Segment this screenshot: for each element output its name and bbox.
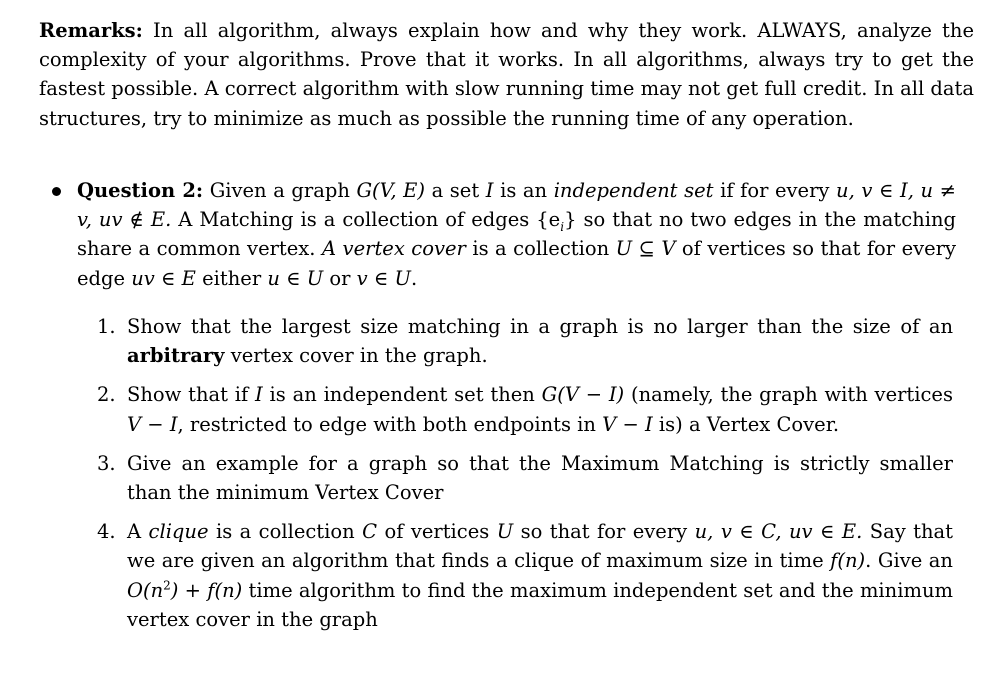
- item2-m3: V − I: [127, 412, 178, 436]
- q-m9: v ∈ U: [356, 266, 411, 290]
- q-t4: if for every: [720, 179, 830, 202]
- q-t5: A Matching is a collection of edges: [178, 208, 530, 232]
- item2-a: Show that if: [127, 383, 249, 407]
- remarks-label: Remarks:: [39, 19, 143, 42]
- item4-c: of vertices: [384, 520, 490, 544]
- q-t9: either: [202, 266, 262, 290]
- question-text: [77, 176, 956, 293]
- item4-f: . Give an: [865, 549, 953, 573]
- item-number: 3.: [97, 451, 116, 475]
- q-m5sub: i: [560, 220, 565, 235]
- item4-m2: U: [496, 520, 514, 544]
- item1-c: vertex cover in the graph.: [230, 344, 488, 368]
- item4-m5b: ) + f(n): [170, 578, 243, 602]
- item-number: 4.: [97, 520, 116, 544]
- item4-a: A: [127, 520, 142, 544]
- q-m3: u, v ∈ I,: [836, 179, 914, 202]
- item-number: 2.: [97, 383, 116, 407]
- list-item: [97, 380, 953, 438]
- item2-d: , restricted to edge with both endpoints in: [177, 412, 596, 436]
- list-item: [97, 449, 953, 507]
- remarks-paragraph: [39, 16, 974, 133]
- q-t3: is an: [500, 179, 548, 202]
- item1-b: arbitrary: [127, 344, 225, 368]
- item1-a: Show that the largest size matching in a graph is no larger than the size of an: [127, 315, 953, 338]
- item4-m4: f(n): [830, 549, 866, 573]
- item4-m5sup: 2: [163, 578, 171, 593]
- q-m5a: {e: [536, 208, 561, 232]
- subquestion-list: [97, 312, 953, 644]
- item4-m3: u, v ∈ C, uv ∈ E.: [694, 520, 863, 544]
- q-t1: Given a graph: [209, 179, 350, 202]
- q-t11: .: [410, 266, 418, 290]
- item4-d: so that for every: [520, 520, 688, 544]
- q-m5: [536, 208, 577, 235]
- list-item: [97, 517, 953, 634]
- q-m2: I: [485, 179, 494, 202]
- q-t7: is a collection: [472, 237, 610, 261]
- item4-g: time algorithm to find the maximum independent set and the minimum vertex cover in the graph: [127, 578, 954, 631]
- item2-c: (namely, the graph with vertices: [630, 383, 953, 407]
- q-t6: so that no two edges in the matching share a common vertex.: [77, 208, 956, 261]
- item4-m5: [127, 579, 242, 602]
- item2-m4: V − I: [602, 412, 653, 436]
- q-m5b: }: [564, 208, 577, 232]
- q-m4: u ≠ v, uv ∉ E.: [77, 179, 956, 232]
- q-m8: u ∈ U: [267, 266, 324, 290]
- item2-m2: G(V − I): [541, 383, 625, 407]
- q-t2: a set: [431, 179, 480, 202]
- item4-m1: C: [362, 520, 378, 544]
- q-t10: or: [329, 266, 351, 290]
- item4-em: clique: [148, 520, 209, 544]
- question-label: Question 2:: [77, 179, 204, 202]
- item4-b: is a collection: [215, 520, 355, 544]
- item4-m5a: O(n: [127, 578, 164, 602]
- item2-b: is an independent set then: [269, 383, 535, 407]
- item-number: 1.: [97, 315, 116, 338]
- item2-m1: I: [255, 383, 263, 407]
- item4-e: Say that we are given an algorithm that finds a clique of maximum size in time: [127, 520, 954, 573]
- q-m1: G(V, E): [356, 179, 425, 202]
- bullet-icon: [52, 187, 61, 196]
- question-block: [52, 176, 956, 293]
- item3-a: Give an example for a graph so that the Maximum Matching is strictly smaller than the minimum Vertex Cover: [127, 451, 953, 505]
- q-t8: of vertices so that for every edge: [77, 237, 957, 290]
- q-em2: A vertex cover: [322, 237, 466, 261]
- remarks-text: In all algorithm, always explain how and why they work. ALWAYS, analyze the complexity of your algorithms. Prove that it works. In all algorithms, always try to get the fastest possible. A correct algorithm with slow running time may not get full credit. In all data structures, try to minimize as much as possible the running time of any operation.: [39, 19, 974, 130]
- list-item: [97, 312, 953, 370]
- q-m6: U ⊆ V: [615, 237, 676, 261]
- item2-e: is) a Vertex Cover.: [658, 412, 840, 436]
- q-em1: independent set: [553, 179, 714, 202]
- q-m7: uv ∈ E: [131, 266, 196, 290]
